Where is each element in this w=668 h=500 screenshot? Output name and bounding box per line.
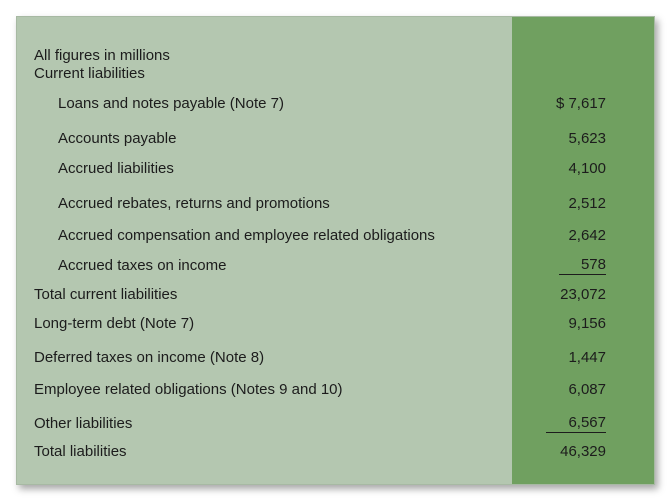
row-value: 5,623 — [568, 130, 606, 147]
row-value: 23,072 — [560, 286, 606, 303]
total-row — [17, 441, 654, 463]
table-row — [17, 255, 654, 277]
units-note: All figures in millions — [34, 47, 170, 64]
row-label: Loans and notes payable (Note 7) — [58, 95, 284, 112]
row-label: Total current liabilities — [34, 286, 178, 303]
table-row — [17, 347, 654, 369]
table-row — [17, 313, 654, 335]
row-label: Accrued rebates, returns and promotions — [58, 195, 330, 212]
liabilities-table — [16, 16, 655, 485]
row-value: 1,447 — [568, 349, 606, 366]
row-label: Accrued taxes on income — [58, 257, 227, 274]
table-row — [17, 158, 654, 180]
row-label: Other liabilities — [34, 415, 133, 432]
row-value: 2,512 — [568, 195, 606, 212]
row-value: 4,100 — [568, 160, 606, 177]
table-row — [17, 225, 654, 247]
row-value: 9,156 — [568, 315, 606, 332]
row-label: Accrued compensation and employee related obligations — [58, 227, 435, 244]
row-value: $ 7,617 — [555, 95, 606, 112]
row-value: 6,087 — [568, 381, 606, 398]
table-row — [17, 193, 654, 215]
table-row — [17, 93, 654, 115]
row-value: 2,642 — [568, 227, 606, 244]
row-value-underlined: 578 — [559, 255, 606, 275]
row-label: Employee related obligations (Notes 9 and 10) — [34, 381, 343, 398]
section-header-row — [17, 63, 654, 85]
row-value-underlined: 6,567 — [546, 413, 606, 433]
row-label: Accounts payable — [58, 130, 177, 147]
total-row — [17, 284, 654, 306]
row-label: Long-term debt (Note 7) — [34, 315, 195, 332]
row-label: Accrued liabilities — [58, 160, 174, 177]
row-label: Deferred taxes on income (Note 8) — [34, 349, 265, 366]
row-value: 46,329 — [560, 443, 606, 460]
table-row — [17, 379, 654, 401]
row-label: Total liabilities — [34, 443, 127, 460]
table-row — [17, 128, 654, 150]
section-title: Current liabilities — [34, 65, 145, 82]
table-row — [17, 413, 654, 435]
